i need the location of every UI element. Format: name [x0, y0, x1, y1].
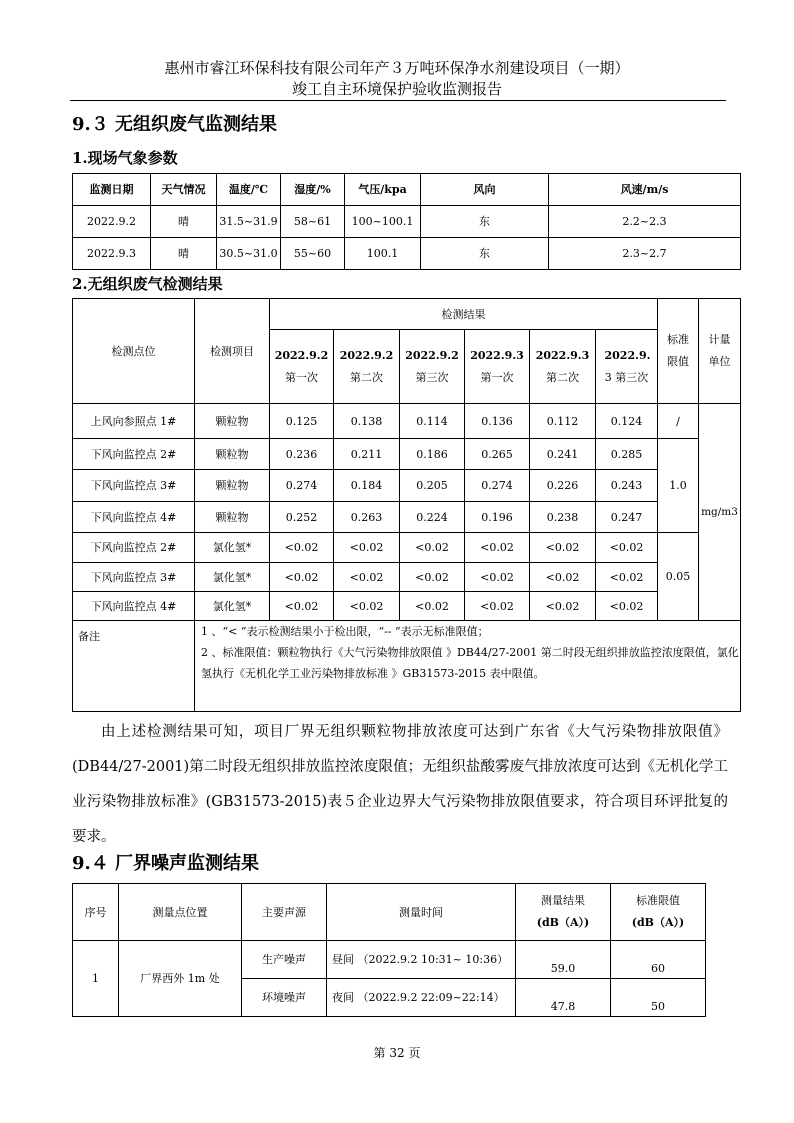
- noise-header-cell: 主要声源: [242, 884, 327, 941]
- gas-note-2: 2 、标准限值：颗粒物执行《大气污染物排放限值 》DB44/27-2001 第二时段无组织排放监控浓度限值，氯化氢执行《无机化学工业污染物排放标准 》GB31573-2015 表中限值。: [201, 646, 739, 680]
- weather-cell: 2022.9.3: [73, 238, 151, 270]
- weather-row: [73, 206, 741, 238]
- weather-cell: 100.1: [345, 238, 421, 270]
- gas-value-cell: 0.252: [270, 502, 334, 533]
- gas-point-cell: 下风向监控点 3#: [73, 563, 195, 592]
- gas-subtitle: 2.无组织废气检测结果: [72, 275, 223, 293]
- gas-item-cell: 氯化氢*: [195, 592, 270, 621]
- noise-header-cell: 序号: [73, 884, 119, 941]
- gas-value-cell: 0.184: [334, 470, 400, 502]
- gas-value-cell: 0.274: [465, 470, 530, 502]
- noise-header-cell: 标准限值 (dB（A）): [611, 884, 706, 941]
- noise-time-cell: 夜间 （2022.9.2 22:09~22:14）: [327, 979, 516, 1017]
- gas-value-cell: <0.02: [270, 592, 334, 621]
- gas-value-cell: <0.02: [334, 592, 400, 621]
- gas-value-cell: <0.02: [400, 533, 465, 563]
- gas-column-header: 2022.9.3 第二次: [530, 330, 596, 404]
- gas-row: [73, 533, 741, 563]
- page-number: 第 32 页: [373, 1046, 421, 1060]
- gas-value-cell: 0.265: [465, 439, 530, 470]
- gas-value-cell: 0.112: [530, 404, 596, 439]
- gas-value-cell: 0.138: [334, 404, 400, 439]
- weather-header-cell: 温度/℃: [217, 174, 281, 206]
- gas-row: [73, 592, 741, 621]
- weather-cell: 2022.9.2: [73, 206, 151, 238]
- gas-row: [73, 563, 741, 592]
- gas-item-cell: 颗粒物: [195, 470, 270, 502]
- gas-value-cell: <0.02: [465, 592, 530, 621]
- gas-column-header: 2022.9.3 第一次: [465, 330, 530, 404]
- gas-point-cell: 下风向监控点 3#: [73, 470, 195, 502]
- noise-header-cell: 测量结果 (dB（A）): [516, 884, 611, 941]
- section-9-3-title: 9.３ 无组织废气监测结果: [72, 114, 278, 135]
- noise-limit-cell: 50: [611, 979, 706, 1017]
- gas-value-cell: <0.02: [400, 592, 465, 621]
- gas-value-cell: <0.02: [334, 563, 400, 592]
- gas-value-cell: 0.211: [334, 439, 400, 470]
- weather-header-cell: 湿度/%: [281, 174, 345, 206]
- noise-table: [72, 883, 706, 1017]
- weather-cell: 55~60: [281, 238, 345, 270]
- noise-header-cell: 测量时间: [327, 884, 516, 941]
- weather-header-cell: 天气情况: [151, 174, 217, 206]
- gas-item-cell: 颗粒物: [195, 404, 270, 439]
- noise-location-cell: 厂界西外 1m 处: [119, 941, 242, 1017]
- gas-value-cell: 0.226: [530, 470, 596, 502]
- gas-limit-cell: /: [658, 404, 699, 439]
- gas-unit-cell: mg/m3: [699, 404, 741, 621]
- gas-value-cell: <0.02: [530, 533, 596, 563]
- weather-subtitle: 1.现场气象参数: [72, 149, 178, 167]
- gas-point-cell: 下风向监控点 2#: [73, 533, 195, 563]
- weather-cell: 31.5~31.9: [217, 206, 281, 238]
- gas-value-cell: 0.125: [270, 404, 334, 439]
- gas-limit-header: 标准限值: [658, 299, 699, 404]
- weather-cell: 东: [421, 238, 549, 270]
- noise-time-cell: 昼间 （2022.9.2 10:31~ 10:36）: [327, 941, 516, 979]
- gas-value-cell: <0.02: [596, 563, 658, 592]
- gas-value-cell: <0.02: [530, 563, 596, 592]
- noise-result-cell: 59.0: [516, 941, 611, 979]
- weather-cell: 2.2~2.3: [549, 206, 741, 238]
- weather-cell: 2.3~2.7: [549, 238, 741, 270]
- gas-value-cell: 0.196: [465, 502, 530, 533]
- gas-value-cell: <0.02: [400, 563, 465, 592]
- weather-cell: 东: [421, 206, 549, 238]
- gas-column-header: 2022.9.2 第一次: [270, 330, 334, 404]
- gas-value-cell: <0.02: [596, 592, 658, 621]
- weather-cell: 100~100.1: [345, 206, 421, 238]
- gas-row: [73, 439, 741, 470]
- gas-value-cell: 0.247: [596, 502, 658, 533]
- gas-value-cell: <0.02: [530, 592, 596, 621]
- header-divider: [70, 100, 726, 101]
- gas-column-header: 2022.9.2 第三次: [400, 330, 465, 404]
- gas-limit-cell: 1.0: [658, 439, 699, 533]
- section-9-4-title: 9.４ 厂界噪声监测结果: [72, 853, 260, 874]
- weather-cell: 30.5~31.0: [217, 238, 281, 270]
- gas-item-header: 检测项目: [195, 299, 270, 404]
- gas-header-row: [73, 299, 741, 330]
- gas-point-cell: 上风向参照点 1#: [73, 404, 195, 439]
- gas-value-cell: <0.02: [334, 533, 400, 563]
- gas-column-header: 2022.9.2 第二次: [334, 330, 400, 404]
- noise-source-cell: 环境噪声: [242, 979, 327, 1017]
- gas-row: [73, 404, 741, 439]
- weather-table: [72, 173, 741, 270]
- gas-value-cell: 0.186: [400, 439, 465, 470]
- weather-header-cell: 风向: [421, 174, 549, 206]
- noise-source-cell: 生产噪声: [242, 941, 327, 979]
- weather-cell: 晴: [151, 206, 217, 238]
- gas-item-cell: 氯化氢*: [195, 563, 270, 592]
- conclusion-paragraph: 由上述检测结果可知，项目厂界无组织颗粒物排放浓度可达到广东省《大气污染物排放限值》(DB44/27-2001)第二时段无组织排放监控浓度限值；无组织盐酸雾废气排放浓度可达到《无机化学工业污染物排放标准》(GB31573-2015)表５企业边界大气污染物排放限值要求，符合项目环评批复的要求。: [72, 724, 728, 845]
- gas-item-cell: 颗粒物: [195, 439, 270, 470]
- gas-point-cell: 下风向监控点 2#: [73, 439, 195, 470]
- gas-table: [72, 298, 741, 712]
- weather-row: [73, 238, 741, 270]
- noise-seq-cell: 1: [73, 941, 119, 1017]
- gas-value-cell: 0.263: [334, 502, 400, 533]
- gas-value-cell: 0.243: [596, 470, 658, 502]
- gas-value-cell: <0.02: [465, 563, 530, 592]
- weather-header-cell: 风速/m/s: [549, 174, 741, 206]
- gas-point-cell: 下风向监控点 4#: [73, 502, 195, 533]
- gas-value-cell: 0.124: [596, 404, 658, 439]
- gas-value-cell: 0.136: [465, 404, 530, 439]
- gas-value-cell: <0.02: [596, 533, 658, 563]
- gas-value-cell: 0.241: [530, 439, 596, 470]
- gas-point-header: 检测点位: [73, 299, 195, 404]
- gas-value-cell: <0.02: [270, 533, 334, 563]
- gas-note-content: [195, 621, 741, 712]
- gas-row: [73, 470, 741, 502]
- noise-limit-cell: 60: [611, 941, 706, 979]
- noise-result-cell: 47.8: [516, 979, 611, 1017]
- gas-value-cell: <0.02: [465, 533, 530, 563]
- gas-item-cell: 氯化氢*: [195, 533, 270, 563]
- gas-item-cell: 颗粒物: [195, 502, 270, 533]
- gas-limit-cell: 0.05: [658, 533, 699, 621]
- gas-value-cell: 0.205: [400, 470, 465, 502]
- header-title-line1: 惠州市睿江环保科技有限公司年产３万吨环保净水剂建设项目（一期）: [164, 59, 630, 77]
- document-header: [0, 58, 794, 100]
- header-title-line2: 竣工自主环境保护验收监测报告: [291, 80, 502, 98]
- gas-result-header: 检测结果: [270, 299, 658, 330]
- gas-row: [73, 502, 741, 533]
- gas-note-row: [73, 621, 741, 712]
- gas-value-cell: 0.285: [596, 439, 658, 470]
- weather-cell: 58~61: [281, 206, 345, 238]
- gas-note-1: 1 、“< ”表示检测结果小于检出限，“-- ”表示无标准限值；: [201, 625, 489, 638]
- noise-row: [73, 941, 706, 979]
- weather-cell: 晴: [151, 238, 217, 270]
- gas-value-cell: 0.236: [270, 439, 334, 470]
- noise-header-cell: 测量点位置: [119, 884, 242, 941]
- gas-column-header: 2022.9. 3 第三次: [596, 330, 658, 404]
- weather-header-cell: 监测日期: [73, 174, 151, 206]
- gas-value-cell: <0.02: [270, 563, 334, 592]
- gas-value-cell: 0.274: [270, 470, 334, 502]
- gas-note-label: 备注: [73, 621, 195, 712]
- weather-header-cell: 气压/kpa: [345, 174, 421, 206]
- gas-value-cell: 0.114: [400, 404, 465, 439]
- gas-point-cell: 下风向监控点 4#: [73, 592, 195, 621]
- gas-value-cell: 0.238: [530, 502, 596, 533]
- gas-value-cell: 0.224: [400, 502, 465, 533]
- weather-header-row: [73, 174, 741, 206]
- gas-unit-header: 计量单位: [699, 299, 741, 404]
- noise-header-row: [73, 884, 706, 941]
